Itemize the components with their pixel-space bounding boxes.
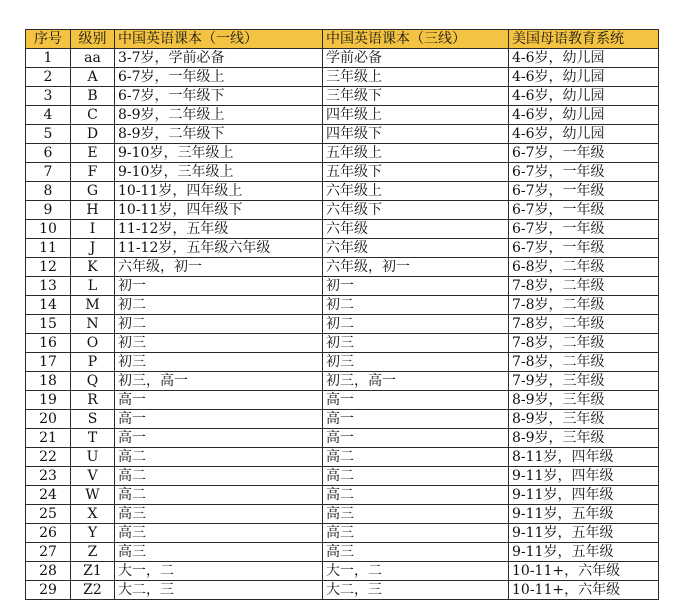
table-row (26, 448, 659, 467)
cell-us-system: 8-11岁，四年级 (509, 448, 659, 467)
cell-index: 22 (26, 448, 71, 467)
cell-index: 5 (26, 125, 71, 144)
cell-cn-tier3: 初三 (323, 334, 509, 353)
header-cn-tier3: 中国英语课本（三线） (323, 30, 509, 49)
cell-index: 23 (26, 467, 71, 486)
cell-us-system: 7-8岁，二年级 (509, 334, 659, 353)
cell-level: E (71, 144, 115, 163)
cell-level: H (71, 201, 115, 220)
cell-index: 15 (26, 315, 71, 334)
cell-us-system: 6-7岁，一年级 (509, 201, 659, 220)
cell-cn-tier1: 初二 (115, 315, 323, 334)
cell-us-system: 6-7岁，一年级 (509, 144, 659, 163)
cell-level: A (71, 68, 115, 87)
header-index: 序号 (26, 30, 71, 49)
cell-cn-tier3: 六年级，初一 (323, 258, 509, 277)
cell-cn-tier1: 高三 (115, 505, 323, 524)
table-row (26, 581, 659, 600)
cell-index: 25 (26, 505, 71, 524)
cell-cn-tier3: 初三 (323, 353, 509, 372)
cell-cn-tier3: 高二 (323, 486, 509, 505)
cell-us-system: 6-7岁，一年级 (509, 239, 659, 258)
cell-level: Z2 (71, 581, 115, 600)
cell-index: 17 (26, 353, 71, 372)
cell-level: Z (71, 543, 115, 562)
table-row (26, 163, 659, 182)
table-header (26, 30, 659, 49)
cell-us-system: 7-8岁，二年级 (509, 296, 659, 315)
cell-us-system: 7-8岁，二年级 (509, 277, 659, 296)
table-row (26, 201, 659, 220)
cell-level: O (71, 334, 115, 353)
table-row (26, 144, 659, 163)
cell-level: B (71, 87, 115, 106)
cell-cn-tier1: 大一，二 (115, 562, 323, 581)
table-row (26, 106, 659, 125)
table-row (26, 562, 659, 581)
cell-level: G (71, 182, 115, 201)
header-cn-tier1: 中国英语课本（一线） (115, 30, 323, 49)
cell-level: Y (71, 524, 115, 543)
level-comparison-table (25, 29, 659, 600)
table-row (26, 372, 659, 391)
cell-cn-tier1: 高三 (115, 543, 323, 562)
cell-us-system: 9-11岁，四年级 (509, 486, 659, 505)
cell-us-system: 9-11岁，四年级 (509, 467, 659, 486)
cell-cn-tier3: 五年级上 (323, 144, 509, 163)
cell-us-system: 6-7岁，一年级 (509, 182, 659, 201)
table-row (26, 68, 659, 87)
header-us-system: 美国母语教育系统 (509, 30, 659, 49)
cell-index: 6 (26, 144, 71, 163)
cell-cn-tier3: 学前必备 (323, 49, 509, 68)
cell-cn-tier1: 初三 (115, 353, 323, 372)
cell-us-system: 7-8岁，二年级 (509, 315, 659, 334)
cell-cn-tier1: 8-9岁，二年级下 (115, 125, 323, 144)
cell-cn-tier3: 六年级下 (323, 201, 509, 220)
cell-us-system: 9-11岁，五年级 (509, 505, 659, 524)
table-row (26, 429, 659, 448)
table-row (26, 296, 659, 315)
cell-us-system: 9-11岁，五年级 (509, 543, 659, 562)
cell-level: P (71, 353, 115, 372)
table-row (26, 258, 659, 277)
cell-us-system: 9-11岁，五年级 (509, 524, 659, 543)
cell-index: 2 (26, 68, 71, 87)
cell-cn-tier1: 高一 (115, 429, 323, 448)
cell-cn-tier1: 初一 (115, 277, 323, 296)
cell-us-system: 4-6岁，幼儿园 (509, 106, 659, 125)
cell-cn-tier1: 9-10岁，三年级上 (115, 163, 323, 182)
cell-index: 13 (26, 277, 71, 296)
cell-index: 14 (26, 296, 71, 315)
cell-cn-tier1: 10-11岁，四年级下 (115, 201, 323, 220)
cell-cn-tier1: 11-12岁，五年级 (115, 220, 323, 239)
cell-cn-tier3: 高三 (323, 543, 509, 562)
table-body (26, 49, 659, 600)
cell-us-system: 6-7岁，一年级 (509, 163, 659, 182)
cell-cn-tier1: 高三 (115, 524, 323, 543)
table-row (26, 334, 659, 353)
cell-index: 21 (26, 429, 71, 448)
cell-level: X (71, 505, 115, 524)
cell-index: 11 (26, 239, 71, 258)
cell-cn-tier3: 六年级上 (323, 182, 509, 201)
cell-cn-tier1: 高二 (115, 467, 323, 486)
cell-cn-tier3: 六年级 (323, 220, 509, 239)
cell-cn-tier3: 大一，二 (323, 562, 509, 581)
cell-index: 27 (26, 543, 71, 562)
cell-level: F (71, 163, 115, 182)
cell-cn-tier1: 3-7岁，学前必备 (115, 49, 323, 68)
cell-us-system: 4-6岁，幼儿园 (509, 49, 659, 68)
cell-cn-tier3: 高一 (323, 410, 509, 429)
cell-cn-tier1: 初三，高一 (115, 372, 323, 391)
cell-index: 8 (26, 182, 71, 201)
table-row (26, 182, 659, 201)
cell-cn-tier3: 五年级下 (323, 163, 509, 182)
cell-level: C (71, 106, 115, 125)
cell-level: Z1 (71, 562, 115, 581)
table-row (26, 277, 659, 296)
cell-us-system: 8-9岁，三年级 (509, 391, 659, 410)
cell-level: R (71, 391, 115, 410)
table-row (26, 49, 659, 68)
cell-us-system: 7-9岁，三年级 (509, 372, 659, 391)
cell-us-system: 6-8岁，二年级 (509, 258, 659, 277)
cell-cn-tier3: 高一 (323, 391, 509, 410)
cell-index: 19 (26, 391, 71, 410)
cell-cn-tier3: 高一 (323, 429, 509, 448)
cell-cn-tier1: 11-12岁，五年级六年级 (115, 239, 323, 258)
cell-cn-tier3: 初二 (323, 315, 509, 334)
cell-cn-tier1: 六年级，初一 (115, 258, 323, 277)
cell-level: K (71, 258, 115, 277)
cell-cn-tier1: 高二 (115, 448, 323, 467)
cell-us-system: 6-7岁，一年级 (509, 220, 659, 239)
cell-level: J (71, 239, 115, 258)
cell-cn-tier1: 9-10岁，三年级上 (115, 144, 323, 163)
cell-level: V (71, 467, 115, 486)
cell-cn-tier3: 初三，高一 (323, 372, 509, 391)
cell-cn-tier1: 高一 (115, 391, 323, 410)
cell-index: 16 (26, 334, 71, 353)
cell-us-system: 7-8岁，二年级 (509, 353, 659, 372)
cell-level: L (71, 277, 115, 296)
cell-us-system: 8-9岁，三年级 (509, 429, 659, 448)
cell-cn-tier3: 六年级 (323, 239, 509, 258)
cell-index: 1 (26, 49, 71, 68)
cell-cn-tier1: 6-7岁，一年级下 (115, 87, 323, 106)
cell-level: S (71, 410, 115, 429)
cell-cn-tier3: 高三 (323, 524, 509, 543)
table-row (26, 391, 659, 410)
cell-cn-tier1: 6-7岁，一年级上 (115, 68, 323, 87)
cell-cn-tier3: 四年级下 (323, 125, 509, 144)
cell-index: 18 (26, 372, 71, 391)
cell-cn-tier1: 高二 (115, 486, 323, 505)
cell-us-system: 8-9岁，三年级 (509, 410, 659, 429)
cell-us-system: 4-6岁，幼儿园 (509, 125, 659, 144)
cell-index: 9 (26, 201, 71, 220)
cell-cn-tier3: 初二 (323, 296, 509, 315)
cell-index: 4 (26, 106, 71, 125)
cell-cn-tier1: 初三 (115, 334, 323, 353)
cell-level: T (71, 429, 115, 448)
cell-level: Q (71, 372, 115, 391)
cell-index: 29 (26, 581, 71, 600)
cell-level: N (71, 315, 115, 334)
cell-cn-tier1: 10-11岁，四年级上 (115, 182, 323, 201)
cell-cn-tier3: 三年级上 (323, 68, 509, 87)
table-row (26, 125, 659, 144)
cell-cn-tier3: 三年级下 (323, 87, 509, 106)
cell-index: 3 (26, 87, 71, 106)
table-row (26, 87, 659, 106)
table-row (26, 315, 659, 334)
cell-cn-tier1: 高一 (115, 410, 323, 429)
cell-index: 28 (26, 562, 71, 581)
cell-level: D (71, 125, 115, 144)
cell-index: 24 (26, 486, 71, 505)
table-row (26, 486, 659, 505)
header-level: 级别 (71, 30, 115, 49)
cell-level: W (71, 486, 115, 505)
cell-us-system: 4-6岁，幼儿园 (509, 68, 659, 87)
cell-index: 7 (26, 163, 71, 182)
cell-cn-tier3: 初一 (323, 277, 509, 296)
header-row (26, 30, 659, 49)
cell-us-system: 10-11+，六年级 (509, 581, 659, 600)
cell-level: U (71, 448, 115, 467)
table-row (26, 239, 659, 258)
cell-level: I (71, 220, 115, 239)
cell-us-system: 4-6岁，幼儿园 (509, 87, 659, 106)
cell-level: aa (71, 49, 115, 68)
cell-cn-tier1: 8-9岁，二年级上 (115, 106, 323, 125)
cell-cn-tier3: 大二，三 (323, 581, 509, 600)
table-row (26, 220, 659, 239)
cell-cn-tier1: 初二 (115, 296, 323, 315)
cell-index: 10 (26, 220, 71, 239)
cell-level: M (71, 296, 115, 315)
table-row (26, 353, 659, 372)
table-row (26, 467, 659, 486)
table-row (26, 543, 659, 562)
cell-cn-tier3: 四年级上 (323, 106, 509, 125)
cell-cn-tier3: 高二 (323, 448, 509, 467)
table-row (26, 410, 659, 429)
cell-index: 20 (26, 410, 71, 429)
cell-cn-tier1: 大二，三 (115, 581, 323, 600)
cell-us-system: 10-11+，六年级 (509, 562, 659, 581)
cell-cn-tier3: 高三 (323, 505, 509, 524)
cell-index: 26 (26, 524, 71, 543)
cell-cn-tier3: 高二 (323, 467, 509, 486)
table-row (26, 505, 659, 524)
cell-index: 12 (26, 258, 71, 277)
table-row (26, 524, 659, 543)
